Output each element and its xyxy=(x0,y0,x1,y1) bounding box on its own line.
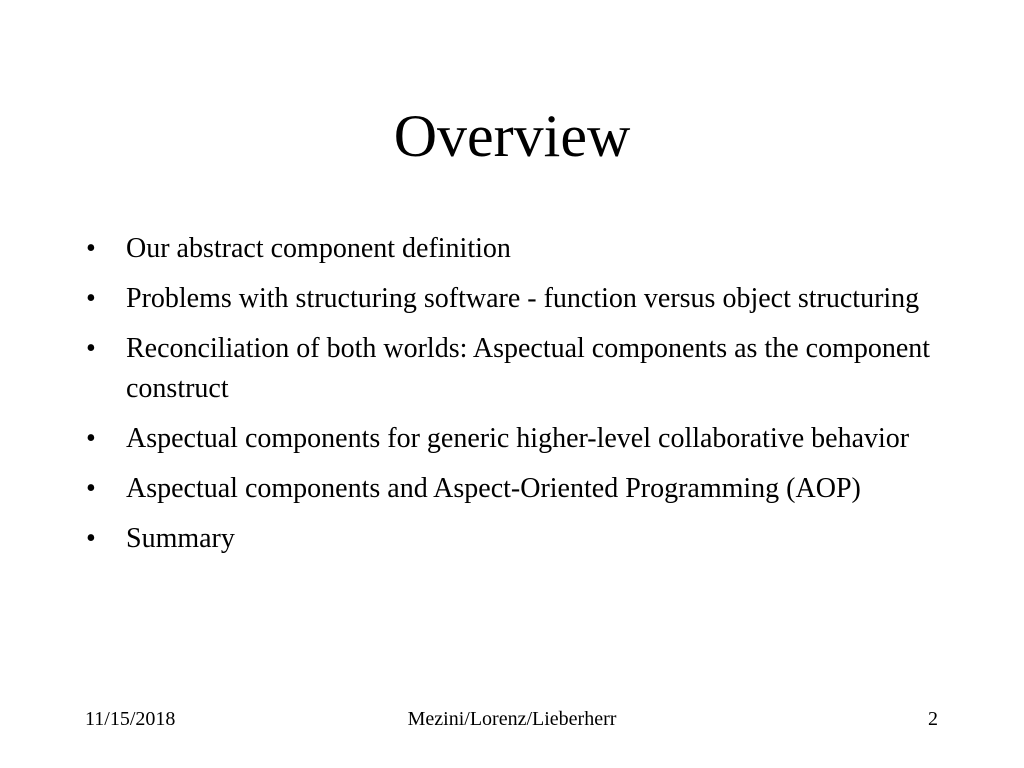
bullet-marker: • xyxy=(86,333,96,364)
bullet-marker: • xyxy=(86,233,96,264)
slide-footer xyxy=(0,707,1024,731)
bullet-text: Summary xyxy=(126,523,235,554)
bullet-item xyxy=(86,519,956,559)
bullet-text: Reconciliation of both worlds: Aspectual components as the component construct xyxy=(126,333,931,404)
bullet-text: Aspectual components and Aspect-Oriented Programming (AOP) xyxy=(126,473,861,504)
bullet-item xyxy=(86,279,956,319)
footer-date: 11/15/2018 xyxy=(85,708,176,730)
bullet-text: Aspectual components for generic higher-level collaborative behavior xyxy=(126,423,910,454)
footer-authors: Mezini/Lorenz/Lieberherr xyxy=(407,708,617,730)
bullet-text: Problems with structuring software - function versus object structuring xyxy=(126,283,920,314)
bullet-marker: • xyxy=(86,423,96,454)
bullet-marker: • xyxy=(86,473,96,504)
bullet-list xyxy=(86,229,956,569)
page-number: 2 xyxy=(928,708,938,730)
bullet-item xyxy=(86,469,956,509)
bullet-text: Our abstract component definition xyxy=(126,233,511,264)
slide-title: Overview xyxy=(393,103,631,169)
bullet-item xyxy=(86,329,956,409)
bullet-item xyxy=(86,229,956,269)
bullet-marker: • xyxy=(86,523,96,554)
bullet-marker: • xyxy=(86,283,96,314)
bullet-item xyxy=(86,419,956,459)
